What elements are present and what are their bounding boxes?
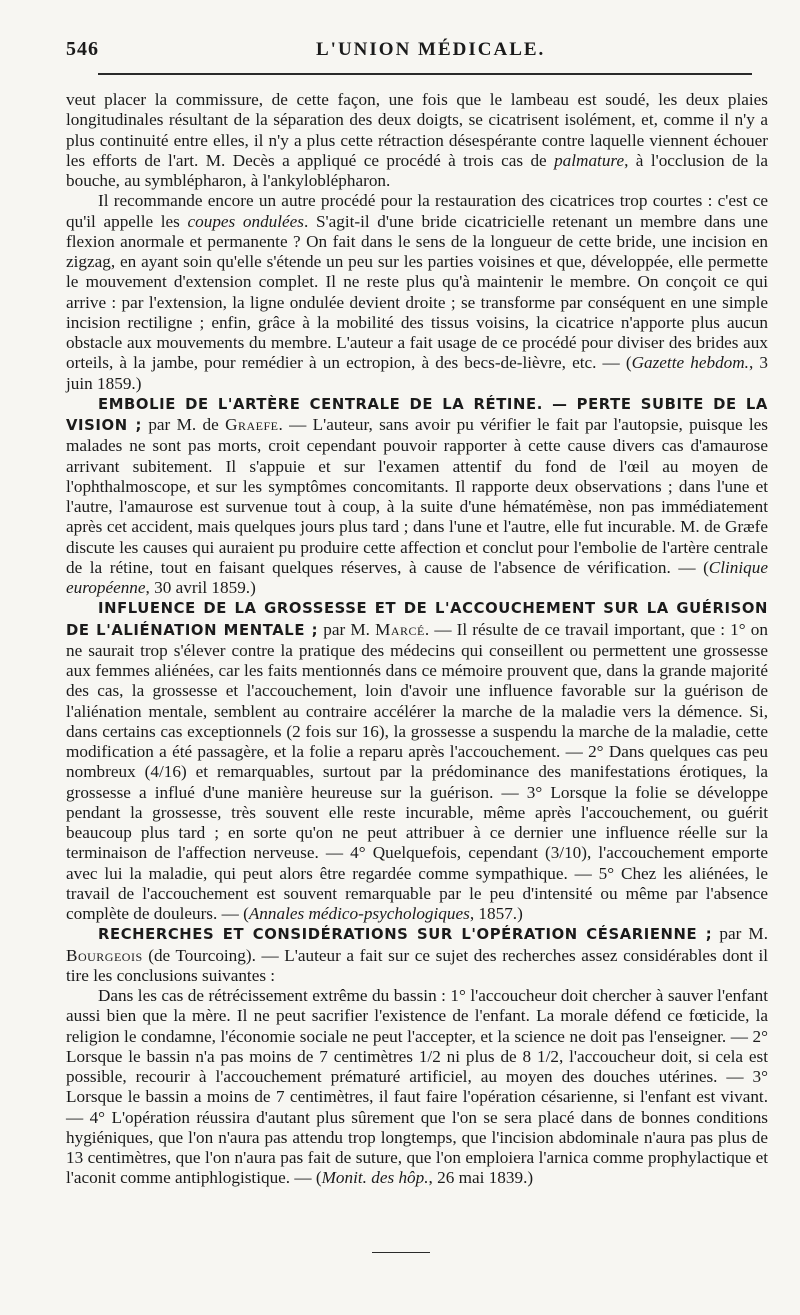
paragraph-coupes-ondulees: Il recommande encore un autre procédé pour la restauration des cicatrices trop courtes : c'est ce qu'il appelle les coupes ondulées. S'agit-il d'une bride cicatricielle retenant un membre dans une flexion anormale et permanente ? On fait dans le sens de la longueur de cette bride, une incision en zigzag, en ayant soin qu'elle s'étende un peu sur les parties voisines et que, développée, elle permette le mouvement d'extension complet. Il ne reste plus qu'à maintenir le membre. On conçoit ce qui arrive : par l'extension, la ligne ondulée devient droite ; se transforme par conséquent en une simple incision rectiligne ; enfin, grâce à la mobilité des tissus voisins, la cicatrice n'apporte plus aucun obstacle aux mouvements du membre. L'auteur a fait usage de ce procédé pour diviser des brides aux orteils, à la jambe, pour remédier à un ectropion, à des becs-de-lièvre, etc. — (Gazette hebdom., 3 juin 1859.) (66, 191, 769, 393)
article-body (66, 90, 768, 1189)
page-number: 546 (66, 38, 99, 60)
paragraph-continuation: veut placer la commissure, de cette façon, une fois que le lambeau est soudé, les deux plaies longitudinales résultant de la séparation des deux doigts, se cicatrisent isolément, et, comme il n'y a plus continuité entre elles, il n'y a plus cette rétraction désespérante contre laquelle viennent échouer les efforts de l'art. M. Decès a appliqué ce procédé à trois cas de palmature, à l'occlusion de la bouche, au symblépharon, à l'ankyloblépharon. (66, 90, 768, 190)
footer-rule (372, 1252, 430, 1253)
section-cesarienne: RECHERCHES ET CONSIDÉRATIONS SUR L'OPÉRATION CÉSARIENNE ; par M. Bourgeois (de Tourcoing). — L'auteur a fait sur ce sujet des recherches assez considérables dont il tire les conclusions suivantes : (66, 924, 768, 985)
section-title-embolie: EMBOLIE DE L'ARTÈRE CENTRALE DE LA RÉTINE. — PERTE SUBITE DE LA VISION ; (66, 395, 768, 434)
author-bourgeois: Bourgeois (66, 945, 143, 965)
author-marce: Marcé (375, 619, 425, 639)
section-title-cesarienne: RECHERCHES ET CONSIDÉRATIONS SUR L'OPÉRATION CÉSARIENNE ; (98, 926, 713, 944)
section-embolie: EMBOLIE DE L'ARTÈRE CENTRALE DE LA RÉTINE. — PERTE SUBITE DE LA VISION ; par M. de Graefe. — L'auteur, sans avoir pu vérifier le fait par l'autopsie, puisque les malades ne sont pas morts, croit cependant pouvoir rapporter à cette cause divers cas d'amaurose arrivant subitement. Il s'appuie et sur l'examen attentif du fond de l'œil au moyen de l'ophthalmoscope, et sur les symptômes concomitants. Il rapporte deux observations ; dans l'une et l'autre, l'amaurose est survenue tout à coup, à la suite d'une hématémèse, non pas immédiatement après cet accident, mais quelques jours plus tard ; dans l'une et l'autre, elle fut incurable. M. de Græfe discute les causes qui auraient pu produire cette affection et conclut pour l'embolie de l'artère centrale de la rétine, tout en faisant quelques réserves, à cause de l'absence de vérification. — (Clinique européenne, 30 avril 1859.) (66, 395, 768, 597)
section-grossesse: INFLUENCE DE LA GROSSESSE ET DE L'ACCOUCHEMENT SUR LA GUÉRISON DE L'ALIÉNATION MENTALE ; par M. Marcé. — Il résulte de ce travail important, que : 1° on ne saurait trop s'élever contre la pratique des médecins qui conseillent ou permettent une grossesse aux femmes aliénées, car les faits mentionnés dans ce mémoire prouvent que, dans la grande majorité des cas, la grossesse et l'accouchement, loin d'avoir une influence favorable sur la guérison de l'aliénation mentale, semblent au contraire accélérer la marche de la maladie vers la démence. Si, dans certains cas exceptionnels (2 fois sur 16), la grossesse a suspendu la marche de la maladie, cette modification a été passagère, et la folie a reparu après l'accouchement. — 2° Dans quelques cas peu nombreux (4/16) et remarquables, surtout par la prédominance des manifestations érotiques, la grossesse a influé d'une manière heureuse sur la guérison. — 3° Lorsque la folie se développe pendant la grossesse, très souvent elle reste incurable, même après l'accouchement, ou guérit beaucoup plus tard ; en sorte qu'on ne peut attribuer à ce dernier une influence réelle sur la terminaison de l'affection nerveuse. — 4° Quelquefois, cependant (3/10), l'accouchement emporte avec lui la maladie, qui peut alors être regardée comme sympathique. — 5° Chez les aliénées, le travail de l'accouchement est souvent remarquable par le peu d'intensité ou même par l'absence complète de douleurs. — (Annales médico-psychologiques, 1857.) (66, 600, 768, 923)
running-head (66, 38, 768, 68)
section-title-grossesse: INFLUENCE DE LA GROSSESSE ET DE L'ACCOUCHEMENT SUR LA GUÉRISON DE L'ALIÉNATION MENTALE ; (66, 600, 768, 639)
header-rule (98, 73, 752, 75)
journal-title: L'UNION MÉDICALE. (316, 39, 546, 60)
author-graefe: Graefe (225, 415, 279, 434)
paragraph-retrecissement: Dans les cas de rétrécissement extrême du bassin : 1° l'accoucheur doit chercher à sauver l'enfant aussi bien que la mère. Il ne peut sacrifier l'existence de l'enfant. La morale défend ce fœticide, la religion le condamne, l'économie sociale ne peut l'accepter, et la science ne doit pas l'enseigner. — 2° Lorsque le bassin n'a pas moins de 7 centimètres 1/2 ni plus de 8 1/2, l'accoucheur doit, si cela est possible, recourir à l'accouchement prématuré artificiel, au moyen des douches utérines. — 3° Lorsque le bassin a moins de 7 centimètres, il faut faire l'opération césarienne, si l'enfant est vivant. — 4° L'opération réussira d'autant plus sûrement que l'on se sera placé dans de bonnes conditions hygiéniques, que l'on n'aura pas attendu trop longtemps, que l'incision abdominale n'aura pas plus de 13 centimètres, que l'on n'aura pas fait de suture, que l'on emploiera l'arnica comme prophylactique et l'aconit comme antiphlogistique. — (Monit. des hôp., 26 mai 1839.) (66, 986, 768, 1188)
